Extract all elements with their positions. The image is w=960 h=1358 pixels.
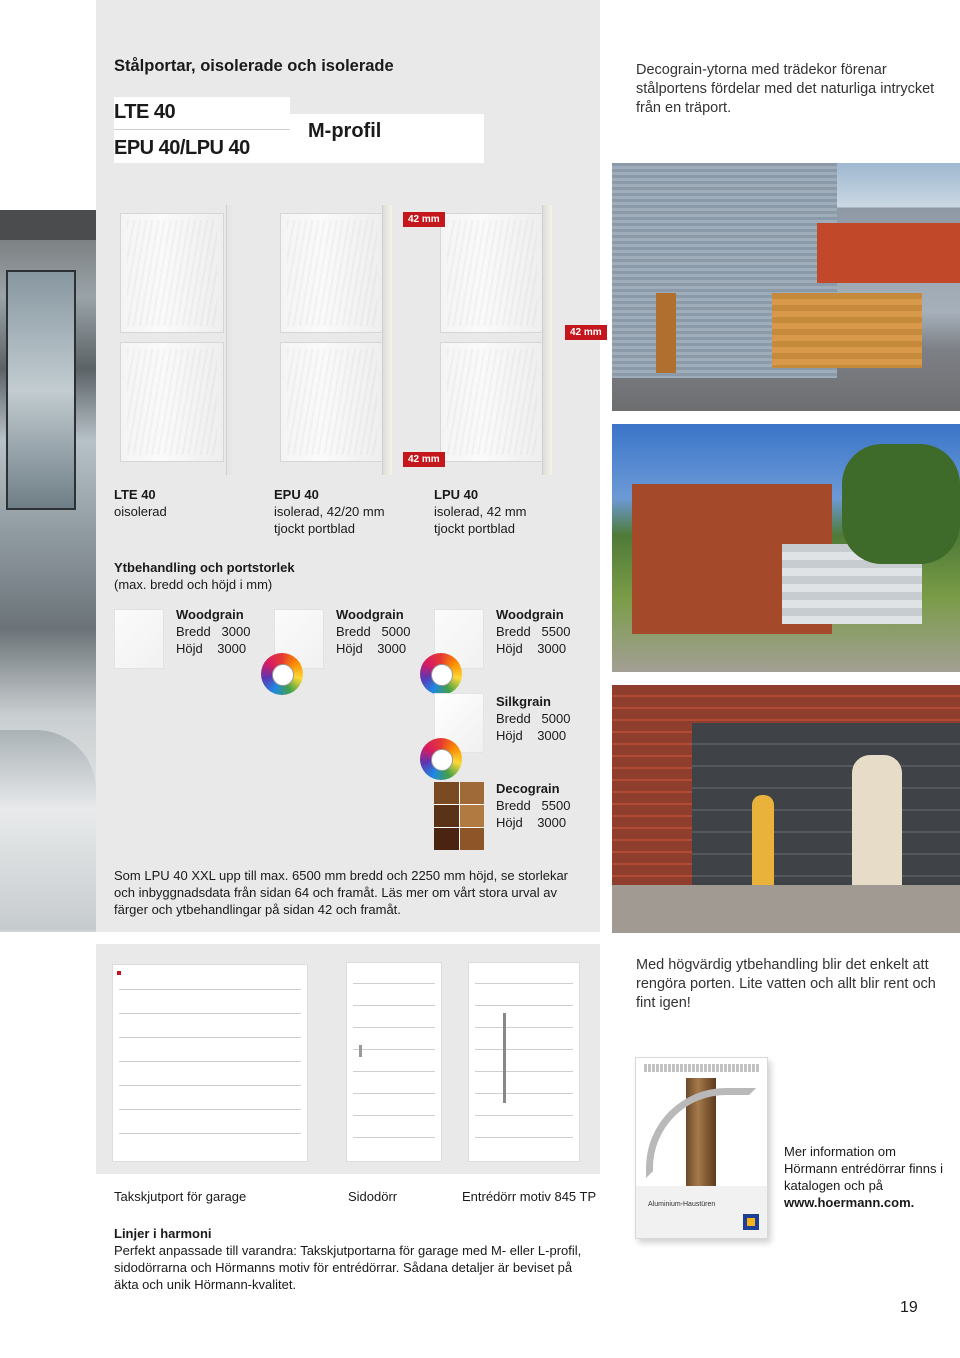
dimension-tag: 42 mm	[403, 212, 445, 227]
photo-washing-garage-door	[612, 685, 960, 933]
section-title: Stålportar, oisolerade och isolerade	[114, 57, 394, 75]
profile-label: M-profil	[308, 120, 382, 142]
finish-woodgrain-3: Woodgrain Bredd 5500 Höjd 3000	[496, 607, 571, 656]
finish-silkgrain: Silkgrain Bredd 5000 Höjd 3000	[496, 694, 571, 743]
product-epu40: EPU 40 isolerad, 42/20 mm tjockt portblad	[274, 487, 385, 536]
caption-side-door: Sidodörr	[348, 1189, 398, 1204]
caption-entrance-door: Entrédörr motiv 845 TP	[462, 1189, 597, 1204]
catalog-cover	[635, 1057, 768, 1239]
side-door-image	[346, 962, 442, 1162]
finish-woodgrain-1: Woodgrain Bredd 3000 Höjd 3000	[176, 607, 251, 656]
dimension-tag: 42 mm	[565, 325, 607, 340]
product-lte40: LTE 40 oisolerad	[114, 487, 167, 519]
decograin-tile	[434, 828, 459, 850]
model-lte40: LTE 40	[114, 101, 176, 123]
garage-door-image	[112, 964, 308, 1162]
photo-house-wood-door	[612, 163, 960, 411]
entrance-door-image	[468, 962, 580, 1162]
size-note: Som LPU 40 XXL upp till max. 6500 mm bredd och 2250 mm höjd, se storlekar och inbyggnadsdata från sidan 64 och framåt. Läs mer om vårt stora urval av färger och ytbehandlingar på sidan 42 och framåt.	[114, 868, 569, 917]
swatch-decograin	[434, 782, 484, 850]
cleaning-text: Med högvärdig ytbehandling blir det enkelt att rengöra porten. Lite vatten och allt blir rent och fint igen!	[636, 957, 936, 1011]
building-photo-left	[0, 210, 96, 932]
more-info: Mer information om Hörmann entrédörrar finns i katalogen och på www.hoermann.com.	[784, 1144, 943, 1210]
intro-text: Decograin-ytorna med trädekor förenar stålportens fördelar med det naturliga intrycket från en träport.	[636, 62, 935, 116]
product-lpu40: LPU 40 isolerad, 42 mm tjockt portblad	[434, 487, 527, 536]
decograin-tile	[434, 782, 459, 804]
decograin-tile	[460, 805, 485, 827]
decograin-tile	[460, 782, 485, 804]
caption-garage-door: Takskjutport för garage	[114, 1189, 247, 1204]
page-number: 19	[900, 1299, 918, 1316]
finish-heading: Ytbehandling och portstorlek (max. bredd och höjd i mm)	[114, 560, 295, 592]
website-link[interactable]: www.hoermann.com.	[784, 1195, 915, 1210]
model-epu-lpu40: EPU 40/LPU 40	[114, 137, 250, 159]
door-panel-lpu40	[432, 195, 552, 480]
dimension-tag: 42 mm	[403, 452, 445, 467]
door-panel-epu40	[272, 195, 392, 480]
decograin-tile	[434, 805, 459, 827]
swatch-woodgrain	[114, 609, 164, 669]
color-wheel-icon	[420, 653, 462, 695]
hoermann-logo-icon	[743, 1214, 759, 1230]
color-wheel-icon	[420, 738, 462, 780]
finish-woodgrain-2: Woodgrain Bredd 5000 Höjd 3000	[336, 607, 411, 656]
color-wheel-icon	[261, 653, 303, 695]
harmony-section: Linjer i harmoni Perfekt anpassade till varandra: Takskjutportarna för garage med M- eller L-profil, sidodörrarna och Hörmanns motiv för entrédörrar. Sådana detaljer är beviset på äkta och unik Hörmann-kvalitet.	[114, 1226, 582, 1292]
photo-house-brown-silver-door	[612, 424, 960, 672]
door-panel-lte40	[112, 195, 232, 480]
decograin-tile	[460, 828, 485, 850]
finish-decograin: Decograin Bredd 5500 Höjd 3000	[496, 781, 571, 830]
catalog-title: Aluminium-Haustüren	[648, 1201, 716, 1208]
